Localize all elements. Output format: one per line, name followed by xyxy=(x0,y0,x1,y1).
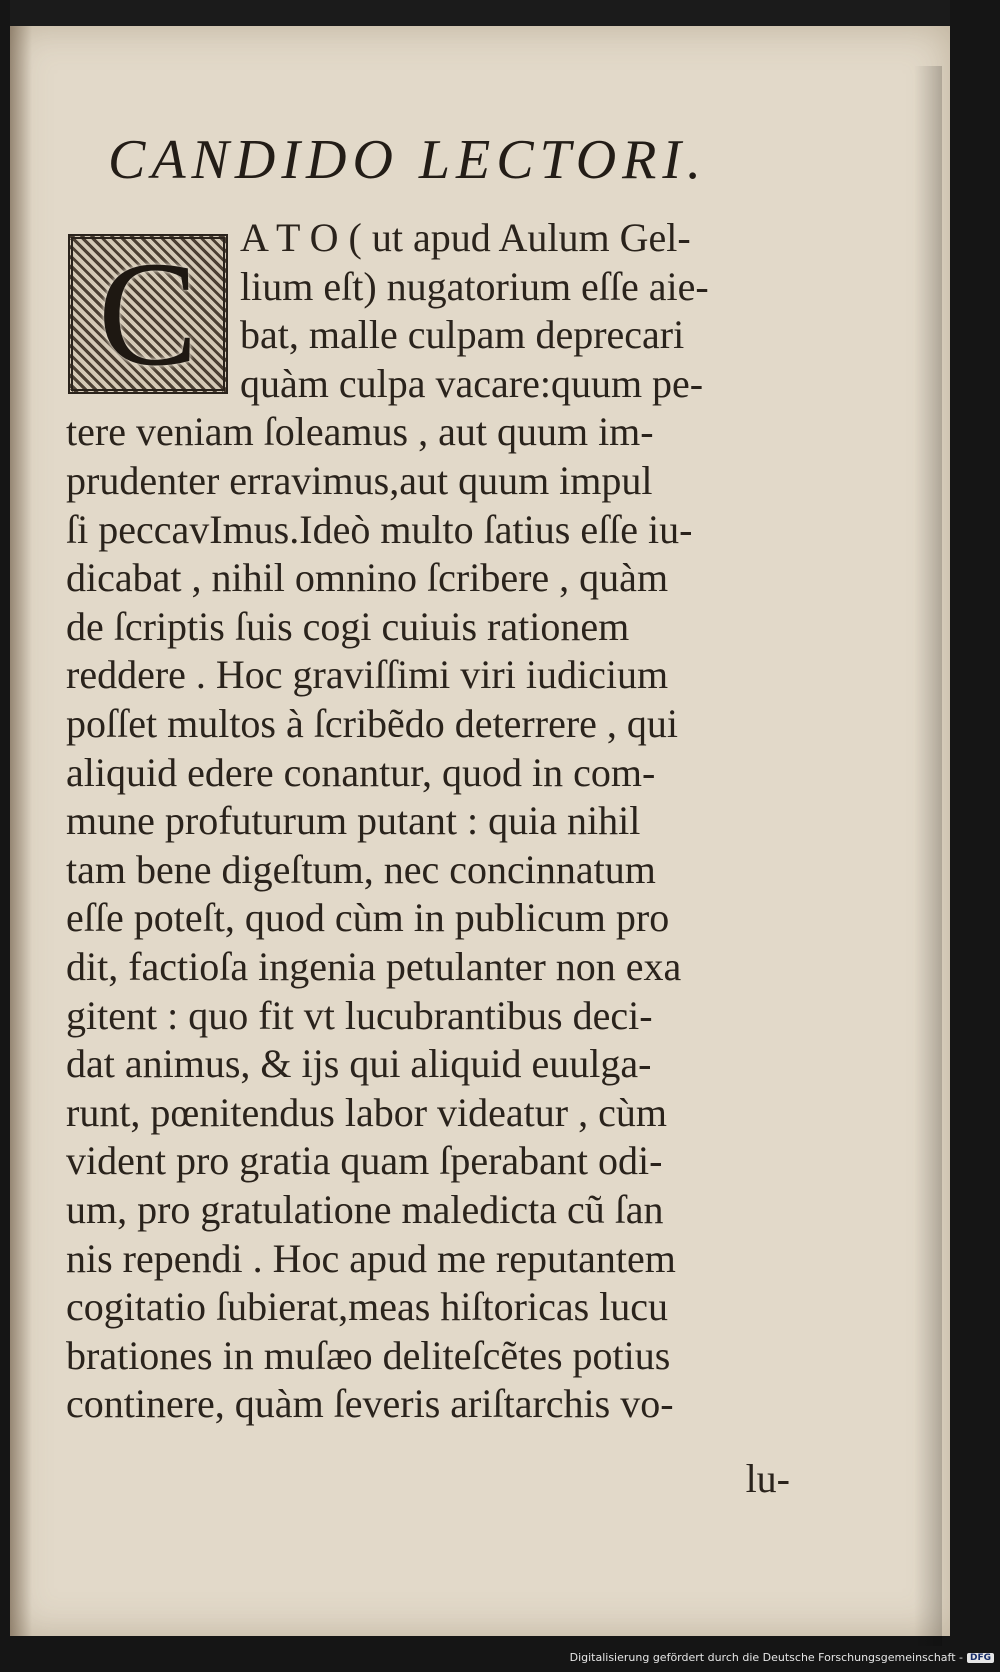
text-line: lium eſt) nugatorium eſſe aie- xyxy=(240,263,709,309)
credit-text: Digitalisierung gefördert durch die Deutsche Forschungsgemeinschaft - xyxy=(569,1651,963,1664)
text-line: de ſcriptis ſuis cogi cuiuis rationem xyxy=(66,603,630,649)
text-line: ſi peccavImus.Ideò multo ſatius eſſe iu- xyxy=(66,506,693,552)
text-line: brationes in muſæo deliteſcẽtes potius xyxy=(66,1332,671,1378)
text-line: runt, pœnitendus labor videatur , cùm xyxy=(66,1089,667,1135)
catchword: lu- xyxy=(745,1456,790,1501)
text-line: A T O ( ut apud Aulum Gel- xyxy=(240,215,691,260)
initial-letter: C xyxy=(97,231,199,397)
text-line: reddere . Hoc graviſſimi viri iudicium xyxy=(66,652,669,698)
digitization-credit xyxy=(570,1651,994,1664)
spine-shadow xyxy=(10,26,32,1636)
text-line: tam bene digeſtum, nec concinnatum xyxy=(66,846,656,892)
text-line: aliquid edere conantur, quod in com- xyxy=(66,749,656,795)
text-line: gitent : quo fit vt lucubrantibus deci- xyxy=(66,992,653,1038)
dfg-logo: DFG xyxy=(967,1653,994,1663)
page-edge-shadow xyxy=(914,66,942,1646)
text-line: vident pro gratia quam ſperabant odi- xyxy=(66,1138,663,1184)
page-heading: CANDIDO LECTORI. xyxy=(108,129,708,191)
text-line: um, pro gratulatione maledicta cũ ſan xyxy=(66,1187,664,1232)
text-line: poſſet multos à ſcribẽdo deterrere , qui xyxy=(66,701,679,746)
text-line: eſſe poteſt, quod cùm in publicum pro xyxy=(66,895,670,941)
text-line: dit, factioſa ingenia petulanter non exa xyxy=(66,944,682,989)
text-line: dat animus, & ijs qui aliquid euulga- xyxy=(66,1041,652,1087)
text-line: quàm culpa vacare:quum pe- xyxy=(240,360,704,406)
text-line: nis rependi . Hoc apud me reputantem xyxy=(66,1235,676,1281)
text-line: continere, quàm ſeveris ariſtarchis vo- xyxy=(66,1381,674,1427)
text-line: dicabat , nihil omnino ſcribere , quàm xyxy=(66,555,669,601)
text-line: tere veniam ſoleamus , aut quum im- xyxy=(66,409,654,455)
text-line: prudenter erravimus,aut quum impul xyxy=(66,458,653,503)
text-line: cogitatio ſubierat,meas hiſtoricas lucu xyxy=(66,1284,669,1330)
text-line: bat, malle culpam deprecari xyxy=(240,312,685,358)
text-line: mune profuturum putant : quia nihil xyxy=(66,798,641,844)
decorated-initial xyxy=(68,231,228,397)
